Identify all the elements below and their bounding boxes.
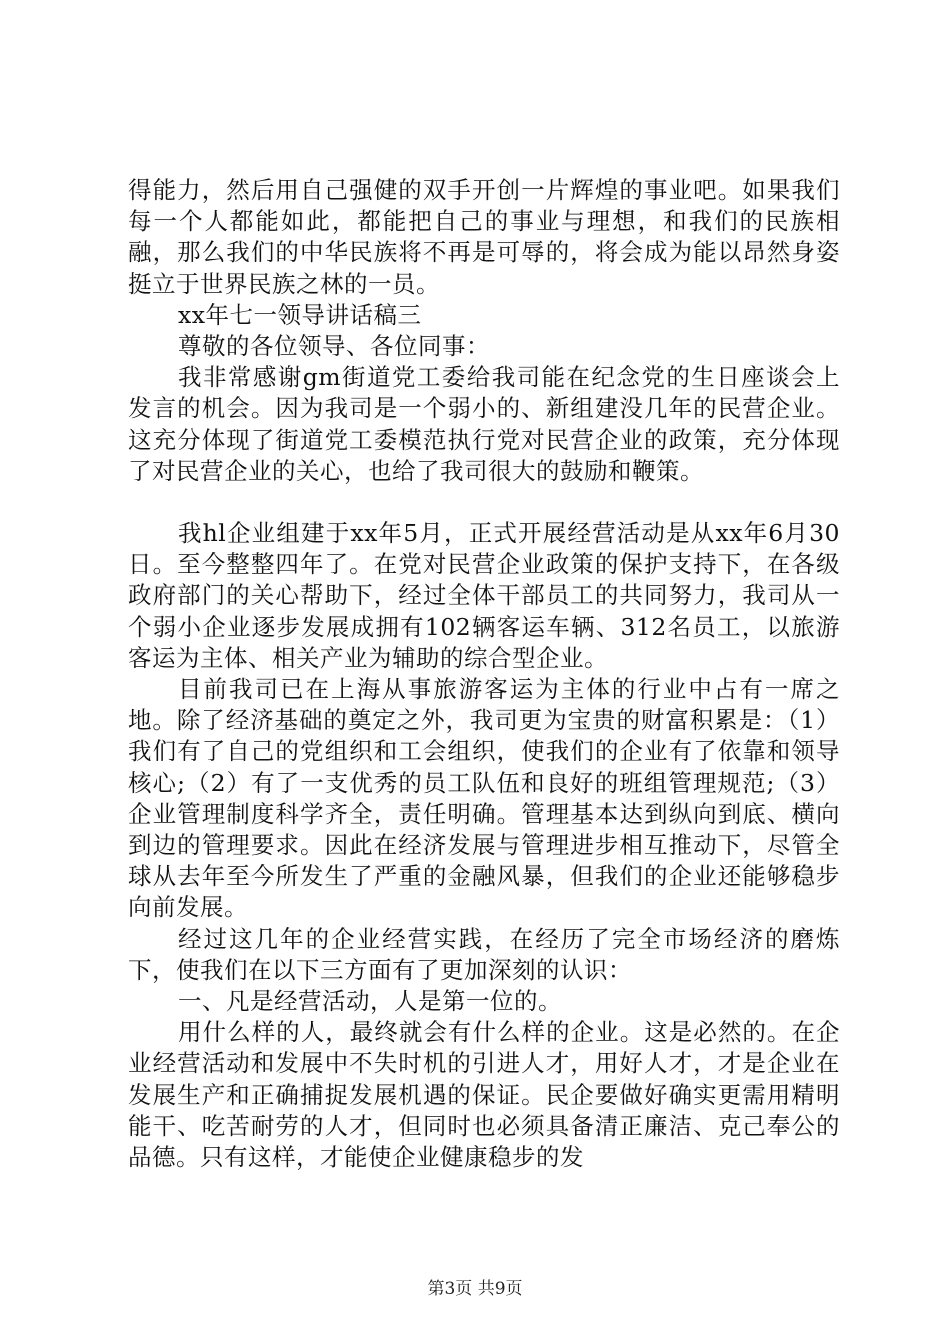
salutation: 尊敬的各位领导、各位同事： [178, 332, 490, 361]
section-heading: xx年七一领导讲话稿三 [178, 300, 422, 329]
paragraph-thanks: 我非常感谢gm街道党工委给我司能在纪念党的生日座谈会上发言的机会。因为我司是一个弱小的、新组建没几年的民营企业。这充分体现了街道党工委模范执行党对民营企业的政策，充分体现了对民营企业的关心，也给了我司很大的鼓励和鞭策。 [128, 363, 840, 485]
paragraph-achievements: 目前我司已在上海从事旅游客运为主体的行业中占有一席之地。除了经济基础的奠定之外，我司更为宝贵的财富积累是：（1）我们有了自己的党组织和工会组织，使我们的企业有了依靠和领导核心;（2）有了一支优秀的员工队伍和良好的班组管理规范;（3）企业管理制度科学齐全，责任明确。管理基本达到纵向到底、横向到边的管理要求。因此在经济发展与管理进步相互推动下，尽管全球从去年至今所发生了严重的金融风暴，但我们的企业还能够稳步向前发展。 [128, 675, 840, 922]
page-number-footer: 第3页 共9页 [427, 1279, 523, 1299]
document-body [128, 175, 840, 1173]
paragraph-experience: 经过这几年的企业经营实践，在经历了完全市场经济的磨炼下，使我们在以下三方面有了更加深刻的认识： [128, 924, 840, 984]
paragraph-company-history: 我hl企业组建于xx年5月，正式开展经营活动是从xx年6月30日。至今整整四年了。在党对民营企业政策的保护支持下，在各级政府部门的关心帮助下，经过全体干部员工的共同努力，我司从一个弱小企业逐步发展成拥有102辆客运车辆、312名员工，以旅游客运为主体、相关产业为辅助的综合型企业。 [128, 519, 840, 672]
paragraph-continuation: 得能力，然后用自己强健的双手开创一片辉煌的事业吧。如果我们每一个人都能如此，都能把自己的事业与理想，和我们的民族相融，那么我们的中华民族将不再是可辱的，将会成为能以昂然身姿挺立于世界民族之林的一员。 [128, 176, 840, 298]
point-heading-one: 一、凡是经营活动，人是第一位的。 [178, 987, 562, 1016]
paragraph-talent: 用什么样的人，最终就会有什么样的企业。这是必然的。在企业经营活动和发展中不失时机的引进人才，用好人才，才是企业在发展生产和正确捕捉发展机遇的保证。民企要做好确实更需用精明能干、吃苦耐劳的人才，但同时也必须具备清正廉洁、克己奉公的品德。只有这样，才能使企业健康稳步的发 [128, 1018, 840, 1172]
